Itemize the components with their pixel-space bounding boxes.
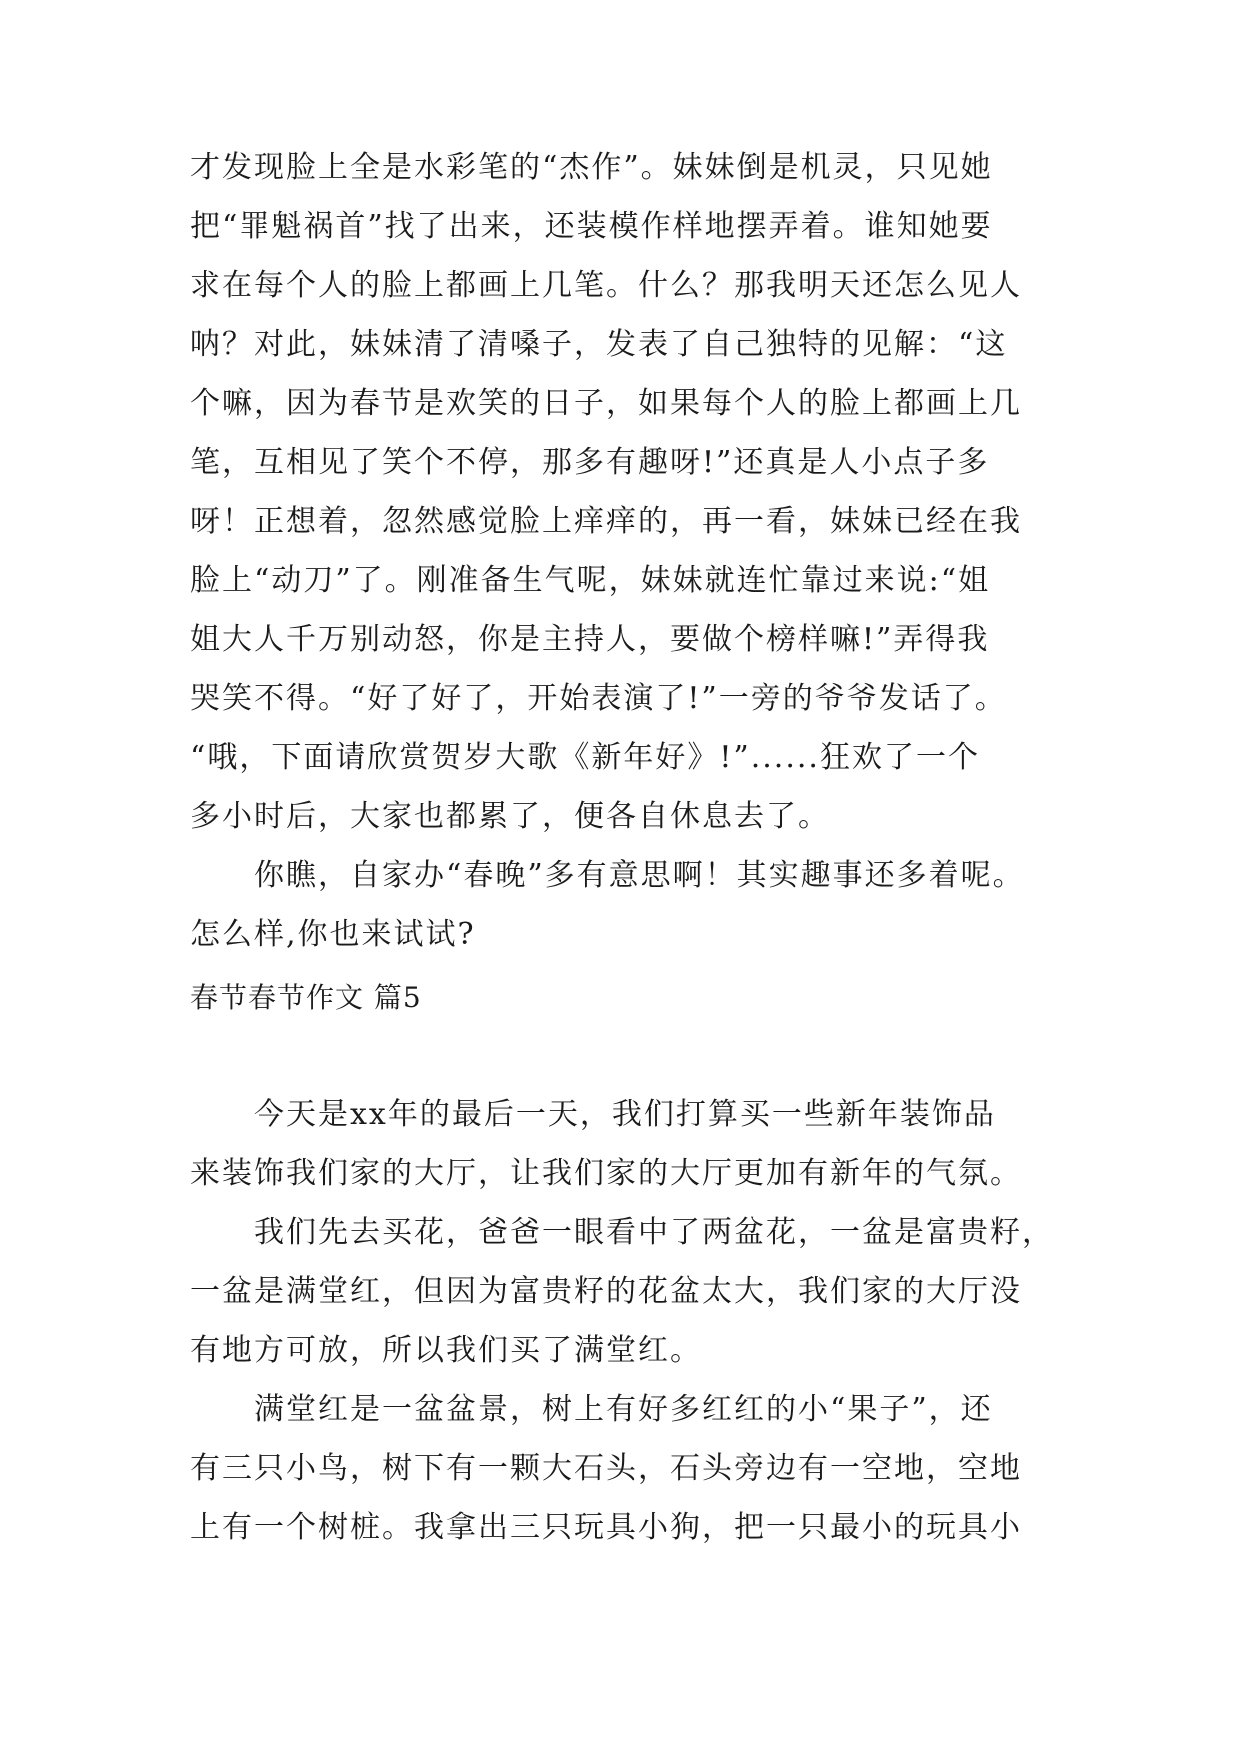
- text-line: 多小时后，大家也都累了，便各自休息去了。: [190, 799, 830, 834]
- section-title: 春节春节作文 篇5: [190, 981, 422, 1014]
- text-line: 一盆是满堂红，但因为富贵籽的花盆太大，我们家的大厅没: [190, 1274, 1022, 1309]
- text-line: 呀！正想着，忽然感觉脸上痒痒的，再一看，妹妹已经在我: [190, 504, 1022, 539]
- text-line: 你瞧，自家办“春晚”多有意思啊！其实趣事还多着呢。: [254, 858, 1025, 893]
- text-line: 有地方可放，所以我们买了满堂红。: [190, 1333, 702, 1368]
- text-line: 笔，互相见了笑个不停，那多有趣呀!”还真是人小点子多: [190, 445, 990, 480]
- text-line: 满堂红是一盆盆景，树上有好多红红的小“果子”，还: [254, 1392, 993, 1427]
- text-line: 上有一个树桩。我拿出三只玩具小狗，把一只最小的玩具小: [190, 1510, 1022, 1545]
- text-line: 今天是xx年的最后一天，我们打算买一些新年装饰品: [254, 1097, 996, 1132]
- text-line: 哭笑不得。“好了好了，开始表演了!”一旁的爷爷发话了。: [190, 681, 1007, 716]
- text-line: “哦，下面请欣赏贺岁大歌《新年好》!”......狂欢了一个: [190, 740, 980, 775]
- text-line: 怎么样,你也来试试?: [190, 917, 476, 952]
- text-line: 呐？对此，妹妹清了清嗓子，发表了自己独特的见解：“这: [190, 327, 1008, 362]
- text-line: 才发现脸上全是水彩笔的“杰作”。妹妹倒是机灵，只见她: [190, 150, 993, 185]
- text-line: 来装饰我们家的大厅，让我们家的大厅更加有新年的气氛。: [190, 1156, 1022, 1191]
- text-line: 有三只小鸟，树下有一颗大石头，石头旁边有一空地，空地: [190, 1451, 1022, 1486]
- text-line: 个嘛，因为春节是欢笑的日子，如果每个人的脸上都画上几: [190, 386, 1022, 421]
- text-line: 求在每个人的脸上都画上几笔。什么？那我明天还怎么见人: [190, 268, 1022, 303]
- text-line: 姐大人千万别动怒，你是主持人，要做个榜样嘛!”弄得我: [190, 622, 990, 657]
- text-line: 我们先去买花，爸爸一眼看中了两盆花，一盆是富贵籽，: [254, 1215, 1054, 1250]
- text-line: 把“罪魁祸首”找了出来，还装模作样地摆弄着。谁知她要: [190, 209, 993, 244]
- text-line: 脸上“动刀”了。刚准备生气呢，妹妹就连忙靠过来说:“姐: [190, 563, 991, 598]
